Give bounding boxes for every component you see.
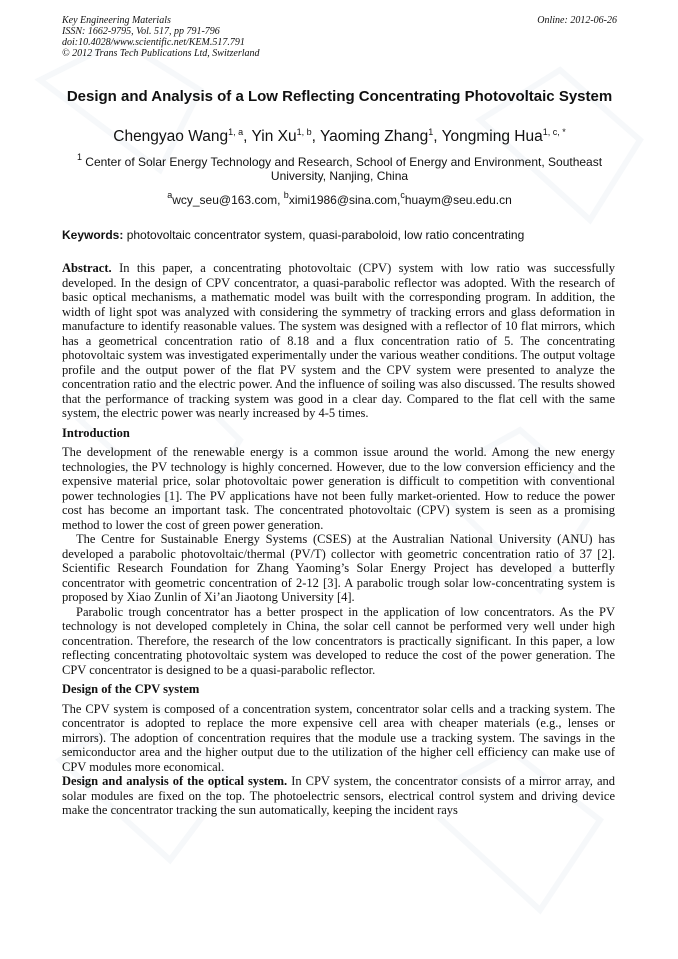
author-name: Yin Xu bbox=[251, 128, 297, 145]
author-emails bbox=[62, 190, 617, 207]
keywords bbox=[62, 228, 617, 242]
author-affiliation-marker: 1 bbox=[428, 127, 434, 137]
intro-paragraph-3: Parabolic trough concentrator has a better prospect in the application of low concentrators. As the PV technology is not developed completely in China, the solar cell cannot be performed very well under high concentration. Therefore, the research of the low concentrators is practically significant. In this paper, a low reflecting concentrating photovoltaic system was developed to reduce the cost of the power generation. The CPV concentrator is designed to be a quasi-parabolic reflector. bbox=[62, 604, 615, 677]
abstract-paragraph bbox=[62, 261, 615, 421]
journal-doi: doi:10.4028/www.scientific.net/KEM.517.791 bbox=[62, 37, 245, 48]
keywords-label: Keywords: bbox=[62, 228, 124, 242]
author-affiliation-marker: 1, c, * bbox=[542, 127, 566, 137]
intro-paragraph-2: The Centre for Sustainable Energy Systems (CSES) at the Australian National University (ANU) has developed a parabolic photovoltaic/thermal (PV/T) collector with geometric concentration ratio of 37 [2]. Scientific Research Foundation for Zhang Yaoming’s Solar Energy Project has developed a butterfly concentrator with geometric concentration of 2-12 [3]. A parabolic trough solar low-concentrating system is proposed by Xiao Zunlin of Xi’an Jiaotong University [4]. bbox=[62, 532, 615, 604]
paper-title: Design and Analysis of a Low Reflecting Concentrating Photovoltaic System bbox=[66, 88, 613, 105]
affiliation-marker: 1 bbox=[76, 152, 82, 162]
section-heading-design: Design of the CPV system bbox=[62, 682, 200, 696]
affiliation bbox=[62, 152, 617, 183]
intro-paragraph-1: The development of the renewable energy is a common issue around the world. Among the new energy technologies, the PV technology is highly concerned. However, due to the low conversion efficiency and the expensive material price, solar photovoltaic power generation is difficult to competition with conventional power technologies [1]. The PV applications have not been fully market-oriented. How to reduce the power cost has become an important task. The concentrated photovoltaic (CPV) system is seen as a promising method to lower the cost of green power generation. bbox=[62, 445, 615, 532]
design-paragraph-1: The CPV system is composed of a concentration system, concentrator solar cells and a tracking system. The concentrator is adopted to replace the more expensive cell area with cheaper materials (e.g., lenses or mirrors). The adoption of concentration requires that the module use a tracking system. The savings in the semiconductor area and the higher output due to the utilization of the higher cell efficiency can make use of CPV modules more economical. bbox=[62, 701, 615, 774]
abstract-text: In this paper, a concentrating photovoltaic (CPV) system with low ratio was successfully developed. In the design of CPV concentrator, a quasi-parabolic reflector was adopted. With the research of basic optical mechanisms, a mathematic model was built with the corresponding program. In addition, the width of light spot was analyzed with considering the symmetry of tracking errors and glass deformation in manufacture to identify reasonable values. The system was designed with a reflector of 10 flat mirrors, which has a geometrical concentration ratio of 8.18 and a flux concentration ratio of 5. The concentrating photovoltaic system was investigated experimentally under the various weather conditions. The output voltage profile and the output power of the flat PV system and the CPV system were presented to analyze the concentration ratio and the electric power. And the influence of soiling was also discussed. The results showed that the performance of tracking system was good in a clear day. Compared to the flat cell with the same system, the electric power was nearly increased by 4-5 times. bbox=[62, 261, 615, 420]
email-address: wcy_seu@163.com, bbox=[172, 193, 281, 207]
journal-name: Key Engineering Materials bbox=[62, 15, 171, 26]
author-affiliation-marker: 1, b bbox=[296, 127, 312, 137]
journal-header bbox=[62, 15, 617, 59]
section-heading-introduction: Introduction bbox=[62, 425, 130, 440]
online-date: Online: 2012-06-26 bbox=[537, 15, 617, 26]
email-marker: b bbox=[283, 190, 289, 200]
design-paragraph-2-text: In CPV system, the concentrator consists of a mirror array, and solar modules are fixed on the top. The photoelectric sensors, electrical control system and driving device make the concentrator tracking the sun automatically, keeping the incident rays bbox=[62, 774, 615, 817]
author-list: Chengyao Wang$^{1, a}$, Yin Xu$^{1, b}$, Yaoming Zhang$^1$, Yongming Hua$^{1, c, *}$ bbox=[113, 127, 566, 145]
email-address: huaym@seu.edu.cn bbox=[404, 193, 512, 207]
keywords-text: photovoltaic concentrator system, quasi-paraboloid, low ratio concentrating bbox=[126, 228, 525, 242]
design-paragraph-2 bbox=[62, 774, 615, 818]
affiliation-text: Center of Solar Energy Technology and Research, School of Energy and Environment, Southeast University, Nanjing, China bbox=[85, 155, 603, 183]
email-address: ximi1986@sina.com, bbox=[288, 193, 401, 207]
journal-copyright: © 2012 Trans Tech Publications Ltd, Switzerland bbox=[62, 48, 260, 59]
journal-issn: ISSN: 1662-9795, Vol. 517, pp 791-796 bbox=[62, 26, 220, 37]
email-marker: a bbox=[167, 190, 173, 200]
email-marker: c bbox=[400, 190, 405, 200]
paper-body bbox=[62, 261, 615, 818]
subsection-heading-optical: Design and analysis of the optical system. bbox=[62, 774, 288, 788]
abstract-label: Abstract. bbox=[62, 261, 112, 275]
author-name: Yongming Hua bbox=[441, 128, 543, 145]
author-name: Yaoming Zhang bbox=[319, 128, 429, 145]
author-affiliation-marker: 1, a bbox=[228, 127, 244, 137]
author-name: Chengyao Wang bbox=[113, 128, 229, 145]
